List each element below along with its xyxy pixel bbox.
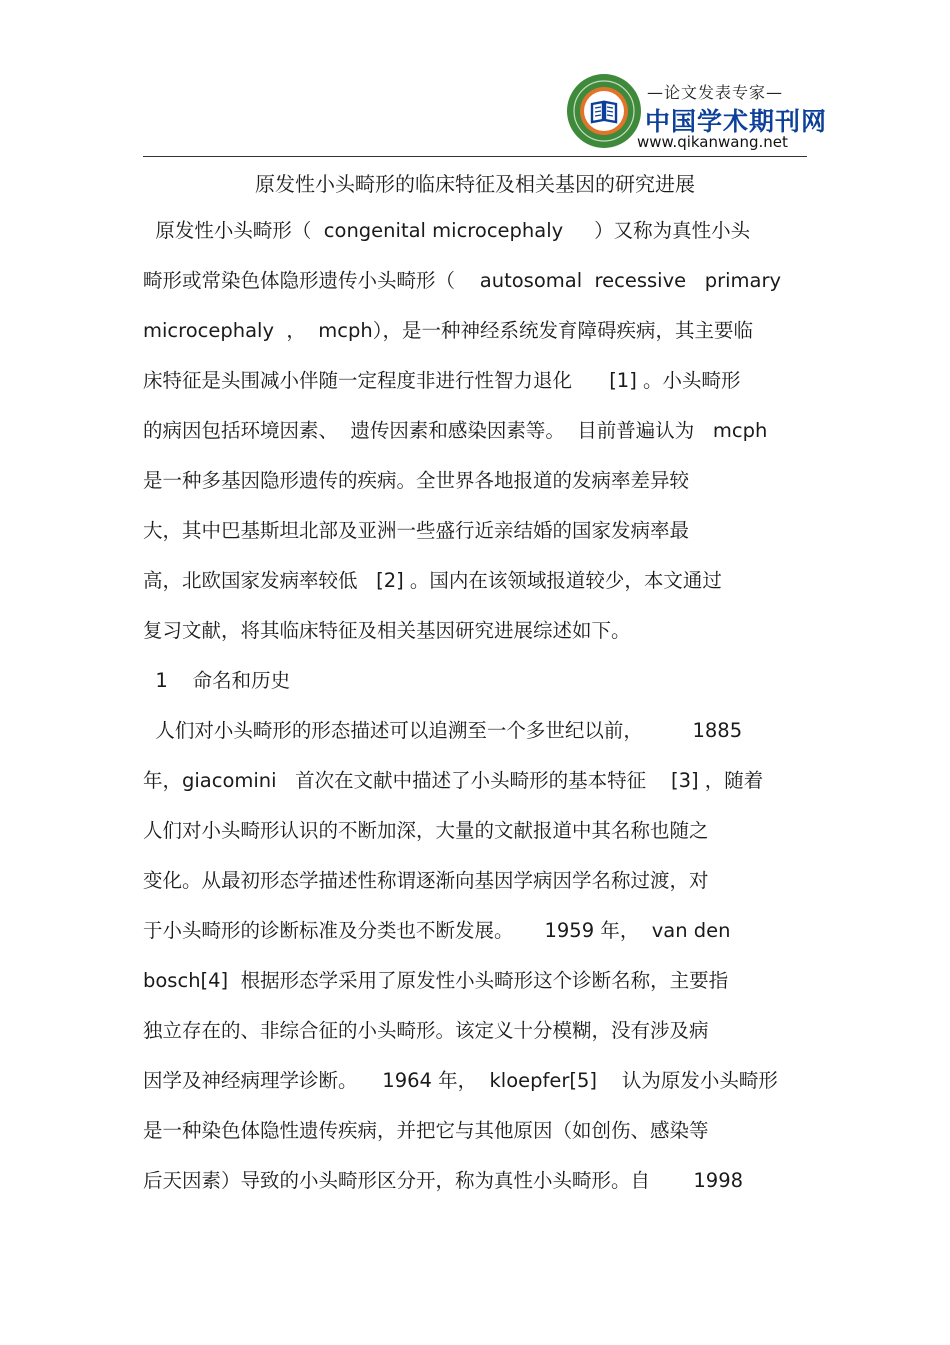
text-line: 独立存在的、非综合征的小头畸形。该定义十分模糊，没有涉及病	[143, 1019, 709, 1042]
text-line: 于小头畸形的诊断标准及分类也不断发展。 1959 年， van den	[143, 919, 731, 942]
seal-logo-icon	[565, 72, 643, 150]
text-line: 人们对小头畸形认识的不断加深，大量的文献报道中其名称也随之	[143, 819, 709, 842]
text-line: 高，北欧国家发病率较低 [2] 。国内在该领域报道较少，本文通过	[143, 569, 722, 592]
logo-site-url: www.qikanwang.net	[637, 133, 788, 151]
text-line: 的病因包括环境因素、 遗传因素和感染因素等。 目前普遍认为 mcph	[143, 419, 768, 442]
text-line: 畸形或常染色体隐形遗传小头畸形（ autosomal recessive primary	[143, 269, 782, 292]
header-logo	[565, 72, 828, 156]
text-line: bosch[4] 根据形态学采用了原发性小头畸形这个诊断名称，主要指	[143, 969, 729, 992]
text-line: 因学及神经病理学诊断。 1964 年， kloepfer[5] 认为原发小头畸形	[143, 1069, 778, 1092]
logo-tagline: —论文发表专家—	[647, 83, 784, 102]
text-line: microcephaly ， mcph），是一种神经系统发育障碍疾病，其主要临	[143, 319, 754, 342]
logo-site-name: 中国学术期刊网	[645, 107, 828, 136]
header-divider	[143, 156, 807, 157]
article-title: 原发性小头畸形的临床特征及相关基因的研究进展	[255, 172, 695, 196]
text-line: 原发性小头畸形（ congenital microcephaly ）又称为真性小头	[143, 219, 751, 242]
text-line: 变化。从最初形态学描述性称谓逐渐向基因学病因学名称过渡，对	[143, 869, 709, 892]
text-line: 是一种多基因隐形遗传的疾病。全世界各地报道的发病率差异较	[143, 469, 690, 492]
text-line: 大，其中巴基斯坦北部及亚洲一些盛行近亲结婚的国家发病率最	[143, 519, 690, 542]
text-line: 年，giacomini 首次在文献中描述了小头畸形的基本特征 [3] ，随着	[143, 769, 764, 792]
text-line: 人们对小头畸形的形态描述可以追溯至一个多世纪以前， 1885	[143, 719, 743, 742]
section-heading: 1 命名和历史	[143, 669, 291, 692]
text-line: 后天因素）导致的小头畸形区分开，称为真性小头畸形。自 1998	[143, 1169, 744, 1192]
text-line: 复习文献，将其临床特征及相关基因研究进展综述如下。	[143, 619, 631, 642]
text-line: 床特征是头围减小伴随一定程度非进行性智力退化 [1] 。小头畸形	[143, 369, 741, 392]
text-line: 是一种染色体隐性遗传疾病，并把它与其他原因（如创伤、感染等	[143, 1119, 709, 1142]
